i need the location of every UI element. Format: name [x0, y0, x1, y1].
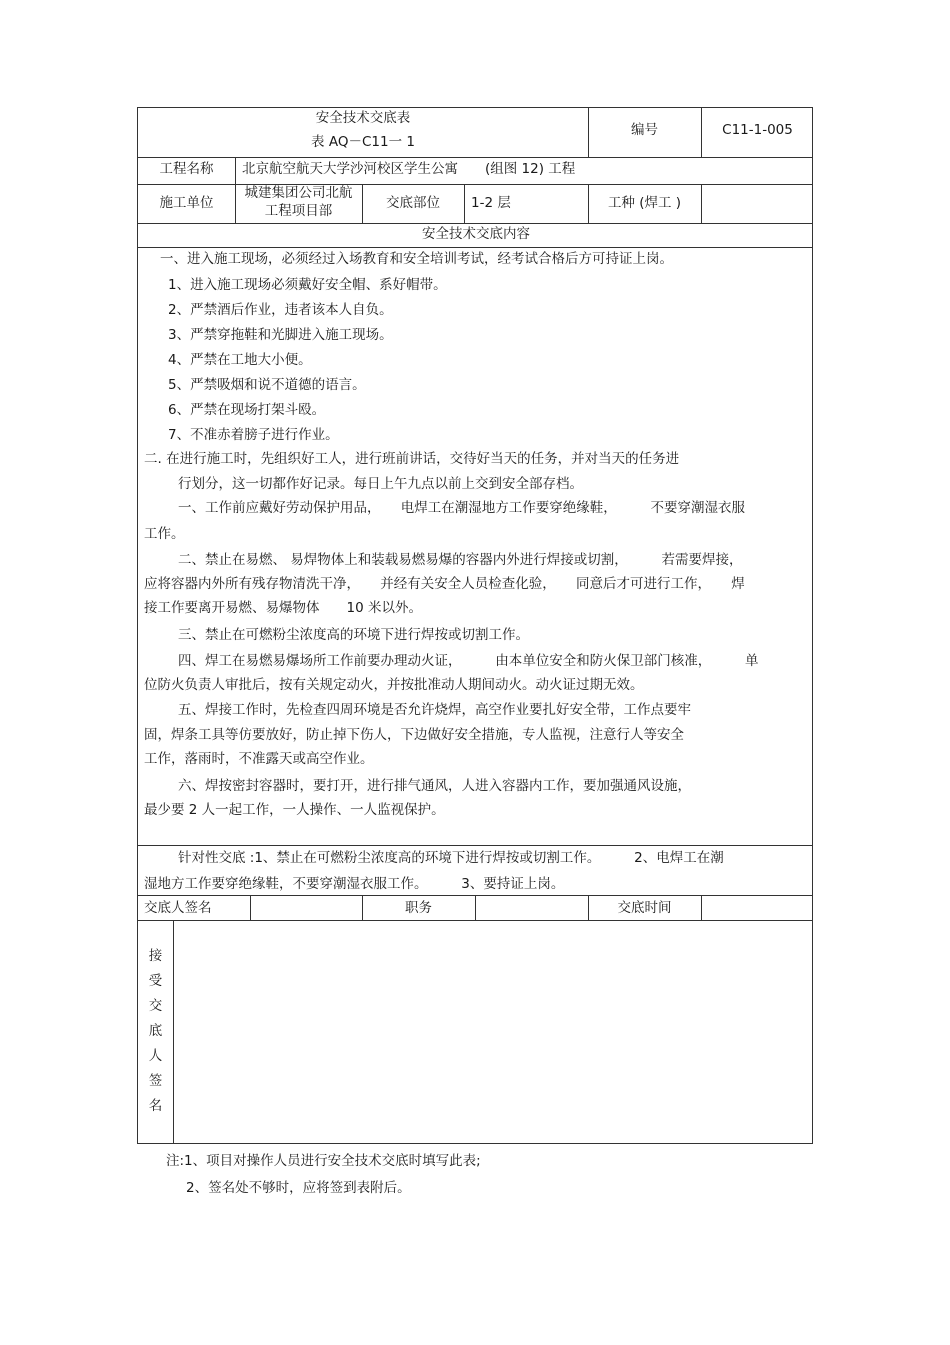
col-divider	[701, 895, 702, 920]
content-line: 二、禁止在易燃、 易焊物体上和装载易燃易爆的容器内外进行焊接或切割， 若需要焊接，	[178, 552, 743, 568]
part-value: 1-2 层	[471, 195, 511, 211]
part-label: 交底部位	[386, 195, 440, 211]
signer-label: 交底人签名	[144, 900, 212, 916]
content-line: 固，焊条工具等仿要放好，防止掉下伤人，下边做好安全措施，专人监视，注意行人等安全	[144, 727, 684, 743]
col-divider	[173, 920, 174, 1144]
targeted-line: 湿地方工作要穿绝缘鞋，不要穿潮湿衣服工作。 3、要持证上岗。	[144, 876, 565, 892]
trade-label: 工种 (焊工 )	[607, 195, 682, 211]
content-line: 二. 在进行施工时，先组织好工人，进行班前讲话，交待好当天的任务，并对当天的任务进	[144, 451, 680, 467]
row-divider	[138, 920, 812, 921]
content-line: 最少要 2 人一起工作，一人操作、一人监视保护。	[144, 802, 445, 818]
unit-value-line2: 工程项目部	[264, 203, 333, 219]
content-line: 工作。	[144, 526, 185, 542]
safety-disclosure-form	[137, 107, 813, 1144]
number-value: C11-1-005	[722, 122, 793, 138]
content-line: 工作，落雨时，不准露天或高空作业。	[144, 751, 374, 767]
content-line: 五、焊接工作时，先检查四周环境是否允许烧焊，高空作业要扎好安全带，工作点要牢	[178, 702, 691, 718]
row-divider	[138, 157, 812, 158]
col-divider	[701, 184, 702, 223]
content-line: 4、严禁在工地大小便。	[168, 352, 312, 368]
project-label: 工程名称	[159, 161, 214, 177]
receiver-char: 交	[148, 998, 163, 1014]
receiver-char: 受	[148, 973, 163, 989]
unit-value-line1: 城建集团公司北航	[244, 185, 353, 201]
content-line: 6、严禁在现场打架斗殴。	[168, 402, 326, 418]
position-label: 职务	[405, 900, 432, 916]
content-line: 六、焊按密封容器时，要打开，进行排气通风，人进入容器内工作，要加强通风设施，	[178, 778, 691, 794]
content-line: 3、严禁穿拖鞋和光脚进入施工现场。	[168, 327, 393, 343]
content-line: 一、进入施工现场，必须经过入场教育和安全培训考试，经考试合格后方可持证上岗。	[160, 251, 673, 267]
unit-label: 施工单位	[159, 195, 214, 211]
row-divider	[138, 247, 812, 248]
receiver-char: 人	[148, 1048, 163, 1064]
content-line: 接工作要离开易燃、易爆物体 10 米以外。	[144, 600, 422, 616]
col-divider	[250, 895, 251, 920]
content-line: 7、不准赤着膀子进行作业。	[168, 427, 339, 443]
content-line: 1、进入施工现场必须戴好安全帽、系好帽带。	[168, 277, 447, 293]
row-divider	[138, 223, 812, 224]
content-title: 安全技术交底内容	[422, 226, 530, 242]
note-line: 注:1、项目对操作人员进行安全技术交底时填写此表;	[166, 1153, 481, 1169]
content-line: 三、禁止在可燃粉尘浓度高的环境下进行焊按或切割工作。	[178, 627, 529, 643]
note-line: 2、签名处不够时，应将签到表附后。	[186, 1180, 411, 1196]
content-line: 位防火负责人审批后，按有关规定动火，并按批准动人期间动火。动火证过期无效。	[144, 677, 644, 693]
content-line: 行划分，这一切都作好记录。每日上午九点以前上交到安全部存档。	[178, 476, 583, 492]
col-divider	[464, 184, 465, 223]
content-line: 5、严禁吸烟和说不道德的语言。	[168, 377, 366, 393]
receiver-char: 名	[148, 1098, 163, 1114]
content-line: 一、工作前应戴好劳动保护用品， 电焊工在潮湿地方工作要穿绝缘鞋， 不要穿潮湿衣服	[178, 500, 745, 516]
content-line: 2、严禁酒后作业，违者该本人自负。	[168, 302, 393, 318]
row-divider	[138, 845, 812, 846]
form-code: 表 AQ－C11一 1	[311, 134, 415, 150]
receiver-char: 签	[148, 1073, 163, 1089]
form-title: 安全技术交底表	[315, 110, 411, 126]
number-label: 编号	[631, 122, 658, 138]
receiver-char: 接	[148, 948, 163, 964]
content-line: 四、焊工在易燃易爆场所工作前要办理动火证， 由本单位安全和防火保卫部门核准， 单	[178, 653, 759, 669]
receiver-char: 底	[148, 1023, 163, 1039]
project-value: 北京航空航天大学沙河校区学生公寓 (组图 12) 工程	[242, 161, 576, 177]
content-line: 应将容器内外所有残存物清洗干净， 并经有关安全人员检查化验， 同意后才可进行工作， 焊	[144, 576, 745, 592]
col-divider	[475, 895, 476, 920]
time-label: 交底时间	[617, 900, 672, 916]
targeted-line: 针对性交底 :1、禁止在可燃粉尘浓度高的环境下进行焊按或切割工作。 2、电焊工在潮	[178, 850, 724, 866]
